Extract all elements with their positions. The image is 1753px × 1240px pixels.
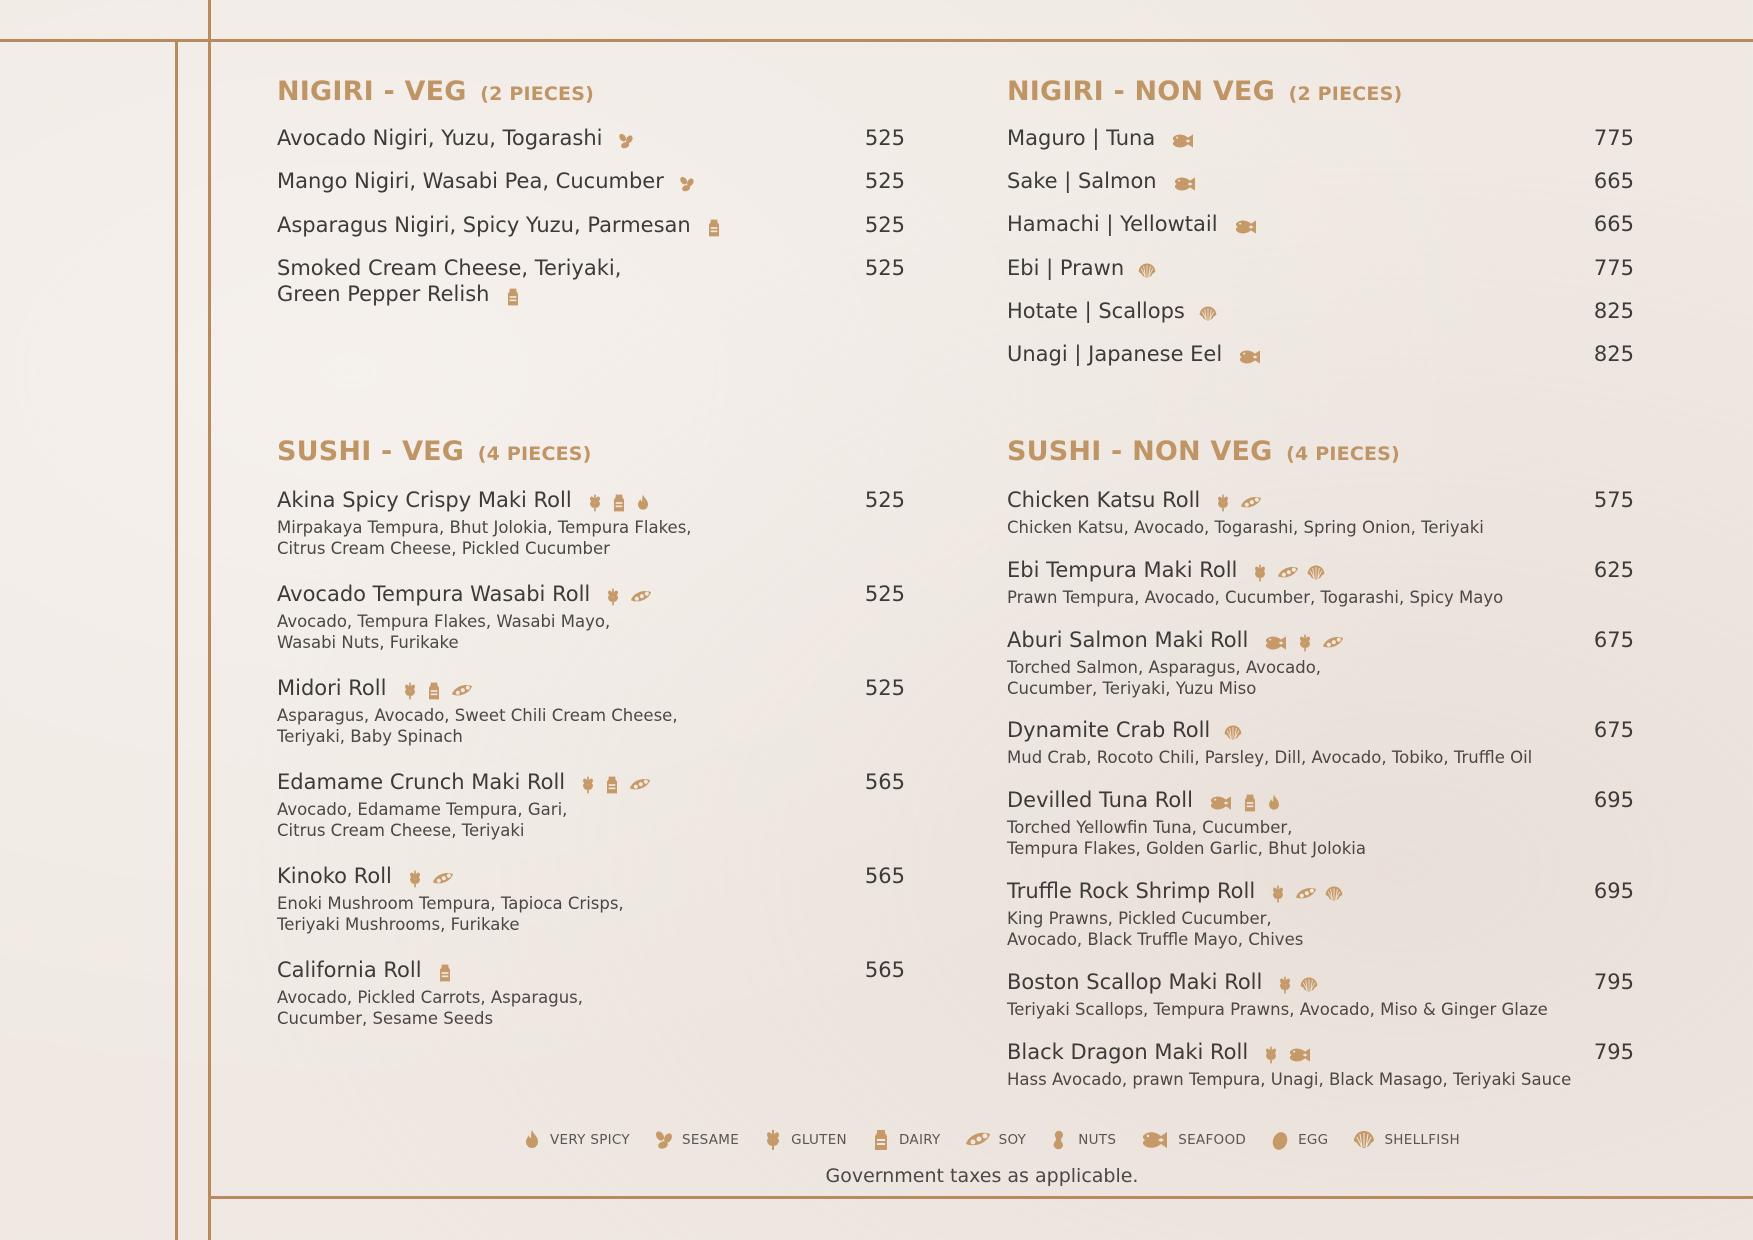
allergen-icons — [1268, 884, 1344, 904]
item-price: 675 — [1593, 628, 1634, 652]
item-name: Unagi | Japanese Eel — [1007, 342, 1223, 366]
gluten-icon — [761, 1128, 785, 1152]
dairy-icon — [435, 963, 455, 983]
dairy-icon — [602, 775, 622, 795]
item-name: Black Dragon Maki Roll — [1007, 1040, 1249, 1064]
seafood-icon — [1261, 633, 1291, 653]
seafood-icon — [1138, 1128, 1172, 1152]
sesame-icon — [652, 1128, 676, 1152]
item-name: Boston Scallop Maki Roll — [1007, 970, 1263, 994]
shellfish-icon — [1306, 563, 1326, 583]
dairy-icon — [869, 1128, 893, 1152]
item-description: Teriyaki Scallops, Tempura Prawns, Avocado, Miso & Ginger Glaze — [1007, 999, 1548, 1019]
item-price: 795 — [1593, 970, 1634, 994]
dairy-icon — [1240, 793, 1260, 813]
legend-item — [1048, 1128, 1116, 1152]
sushi-veg-title — [277, 436, 592, 467]
item-description: Citrus Cream Cheese, Pickled Cucumber — [277, 538, 610, 558]
item-description: Chicken Katsu, Avocado, Togarashi, Spring Onion, Teriyaki — [1007, 517, 1484, 537]
item-description: Teriyaki, Baby Spinach — [277, 726, 463, 746]
very-spicy-icon — [1264, 793, 1284, 813]
menu-item — [1007, 558, 1503, 608]
item-price: 775 — [1593, 256, 1634, 280]
soy-icon — [1319, 633, 1347, 653]
item-name-line1: Smoked Cream Cheese, Teriyaki, — [277, 256, 622, 280]
item-description: Cucumber, Teriyaki, Yuzu Miso — [1007, 678, 1257, 698]
item-description: Tempura Flakes, Golden Garlic, Bhut Jolokia — [1007, 838, 1367, 858]
section-pieces: (2 PIECES) — [480, 83, 595, 105]
section-title-text: SUSHI - VEG — [277, 436, 465, 467]
item-price: 825 — [1593, 342, 1634, 366]
allergen-icons — [1213, 493, 1265, 513]
item-name: Chicken Katsu Roll — [1007, 488, 1201, 512]
item-price: 795 — [1593, 1040, 1634, 1064]
legend-label: NUTS — [1078, 1132, 1117, 1148]
item-price: 575 — [1593, 488, 1634, 512]
legend-label: SEAFOOD — [1178, 1132, 1247, 1148]
item-price: 525 — [864, 582, 905, 606]
item-description: Wasabi Nuts, Furikake — [277, 632, 459, 652]
legend-label: SHELLFISH — [1384, 1132, 1460, 1148]
gluten-icon — [1261, 1045, 1281, 1065]
item-price: 525 — [864, 169, 905, 193]
item-name: Hamachi | Yellowtail — [1007, 212, 1218, 236]
item-price: 695 — [1593, 879, 1634, 903]
allergen-icons — [1223, 723, 1243, 743]
item-name: Maguro | Tuna — [1007, 126, 1156, 150]
item-name: Asparagus Nigiri, Spicy Yuzu, Parmesan — [277, 213, 691, 237]
section-title-text: SUSHI - NON VEG — [1007, 436, 1273, 467]
shellfish-icon — [1223, 723, 1243, 743]
menu-item — [1007, 879, 1344, 950]
item-name: Avocado Nigiri, Yuzu, Togarashi — [277, 126, 603, 150]
item-description: Citrus Cream Cheese, Teriyaki — [277, 820, 525, 840]
item-description: Avocado, Edamame Tempura, Gari, — [277, 799, 568, 819]
item-price: 525 — [864, 126, 905, 150]
egg-icon — [1268, 1128, 1292, 1152]
allergen-icons — [435, 963, 455, 983]
menu-item — [277, 676, 678, 747]
menu-item — [1007, 788, 1366, 859]
dairy-icon — [424, 681, 444, 701]
item-name: Kinoko Roll — [277, 864, 392, 888]
item-description: Avocado, Tempura Flakes, Wasabi Mayo, — [277, 611, 611, 631]
item-price: 565 — [864, 864, 905, 888]
item-description: Mirpakaya Tempura, Bhut Jolokia, Tempura Flakes, — [277, 517, 692, 537]
menu-item — [1007, 718, 1532, 768]
gluten-icon — [1250, 563, 1270, 583]
item-description: Torched Salmon, Asparagus, Avocado, — [1007, 657, 1322, 677]
soy-icon — [963, 1128, 993, 1152]
item-price: 665 — [1593, 212, 1634, 236]
item-name: Aburi Salmon Maki Roll — [1007, 628, 1249, 652]
allergen-legend — [520, 1128, 1460, 1152]
soy-icon — [626, 775, 654, 795]
frame-bottom-line — [208, 1196, 1753, 1199]
legend-label: SOY — [998, 1132, 1027, 1148]
menu-item — [277, 864, 624, 935]
item-name: Mango Nigiri, Wasabi Pea, Cucumber — [277, 169, 664, 193]
allergen-icons — [1206, 793, 1284, 813]
gluten-icon — [585, 493, 605, 513]
allergen-icons — [1261, 1045, 1315, 1065]
item-name: Akina Spicy Crispy Maki Roll — [277, 488, 572, 512]
item-description: Enoki Mushroom Tempura, Tapioca Crisps, — [277, 893, 624, 913]
seafood-icon — [1285, 1045, 1315, 1065]
sushi-nonveg-section — [1007, 0, 1634, 1100]
item-description: Teriyaki Mushrooms, Furikake — [277, 914, 520, 934]
legend-item — [520, 1128, 630, 1152]
gluten-icon — [1213, 493, 1233, 513]
menu-item — [1007, 488, 1484, 538]
soy-icon — [627, 587, 655, 607]
allergen-icons — [603, 587, 655, 607]
legend-item — [963, 1128, 1027, 1152]
allergen-icons — [578, 775, 654, 795]
gluten-icon — [1295, 633, 1315, 653]
gluten-icon — [603, 587, 623, 607]
allergen-icons — [1261, 633, 1347, 653]
item-name: Sake | Salmon — [1007, 169, 1157, 193]
legend-item — [1350, 1128, 1459, 1152]
seafood-icon — [1206, 793, 1236, 813]
item-description: Torched Yellowfin Tuna, Cucumber, — [1007, 817, 1293, 837]
item-description: Asparagus, Avocado, Sweet Chili Cream Cheese, — [277, 705, 678, 725]
menu-item — [277, 958, 583, 1029]
item-price: 665 — [1593, 169, 1634, 193]
dairy-icon — [609, 493, 629, 513]
very-spicy-icon — [633, 493, 653, 513]
item-price: 525 — [864, 488, 905, 512]
item-description: Hass Avocado, prawn Tempura, Unagi, Black Masago, Teriyaki Sauce — [1007, 1069, 1572, 1089]
item-price: 565 — [864, 770, 905, 794]
legend-item — [761, 1128, 847, 1152]
soy-icon — [1237, 493, 1265, 513]
item-price: 625 — [1593, 558, 1634, 582]
item-name: Midori Roll — [277, 676, 387, 700]
item-name: Edamame Crunch Maki Roll — [277, 770, 566, 794]
very-spicy-icon — [520, 1128, 544, 1152]
allergen-icons — [585, 493, 653, 513]
frame-left-line-outer — [175, 42, 178, 1240]
item-description: Avocado, Pickled Carrots, Asparagus, — [277, 987, 584, 1007]
menu-item — [277, 488, 692, 559]
legend-label: VERY SPICY — [550, 1132, 630, 1148]
menu-item — [277, 582, 655, 653]
shellfish-icon — [1324, 884, 1344, 904]
item-name-line2: Green Pepper Relish — [277, 282, 490, 306]
sushi-nonveg-title — [1007, 436, 1400, 467]
item-price: 675 — [1593, 718, 1634, 742]
legend-label: EGG — [1298, 1132, 1329, 1148]
section-pieces: (4 PIECES) — [477, 443, 592, 465]
menu-item — [1007, 970, 1548, 1020]
frame-left-line-inner — [208, 0, 211, 1240]
legend-item — [1138, 1128, 1246, 1152]
item-description: Cucumber, Sesame Seeds — [277, 1008, 494, 1028]
legend-label: GLUTEN — [791, 1132, 847, 1148]
item-price: 565 — [864, 958, 905, 982]
item-name: Truffle Rock Shrimp Roll — [1007, 879, 1256, 903]
item-price: 825 — [1593, 299, 1634, 323]
section-pieces: (4 PIECES) — [1286, 443, 1400, 465]
section-title-text: NIGIRI - NON VEG — [1007, 76, 1275, 107]
menu-item — [277, 770, 654, 841]
item-price: 525 — [864, 256, 905, 280]
gluten-icon — [1268, 884, 1288, 904]
soy-icon — [1292, 884, 1320, 904]
item-name: Ebi Tempura Maki Roll — [1007, 558, 1238, 582]
item-name: Ebi | Prawn — [1007, 256, 1125, 280]
soy-icon — [448, 681, 476, 701]
item-price: 695 — [1593, 788, 1634, 812]
item-price: 525 — [864, 676, 905, 700]
legend-label: SESAME — [681, 1132, 740, 1148]
gluten-icon — [578, 775, 598, 795]
item-name: Avocado Tempura Wasabi Roll — [277, 582, 591, 606]
item-name: California Roll — [277, 958, 422, 982]
item-description: Mud Crab, Rocoto Chili, Parsley, Dill, Avocado, Tobiko, Truffle Oil — [1007, 747, 1533, 767]
shellfish-icon — [1299, 975, 1319, 995]
gluten-icon — [400, 681, 420, 701]
item-description: Prawn Tempura, Avocado, Cucumber, Togarashi, Spicy Mayo — [1007, 587, 1504, 607]
gluten-icon — [405, 869, 425, 889]
gluten-icon — [1275, 975, 1295, 995]
item-name: Dynamite Crab Roll — [1007, 718, 1211, 742]
taxes-note: Government taxes as applicable. — [825, 1165, 1139, 1187]
menu-item — [1007, 1040, 1571, 1090]
sushi-veg-section — [277, 0, 905, 1040]
soy-icon — [1274, 563, 1302, 583]
allergen-icons — [1250, 563, 1326, 583]
soy-icon — [429, 869, 457, 889]
legend-item — [652, 1128, 739, 1152]
item-description: Avocado, Black Truffle Mayo, Chives — [1007, 929, 1304, 949]
allergen-icons — [405, 869, 457, 889]
item-name: Hotate | Scallops — [1007, 299, 1185, 323]
shellfish-icon — [1350, 1128, 1378, 1152]
nuts-icon — [1048, 1128, 1072, 1152]
section-title-text: NIGIRI - VEG — [277, 76, 467, 107]
legend-item — [869, 1128, 941, 1152]
legend-label: DAIRY — [898, 1132, 941, 1148]
item-price: 775 — [1593, 126, 1634, 150]
section-pieces: (2 PIECES) — [1288, 83, 1403, 105]
item-description: King Prawns, Pickled Cucumber, — [1007, 908, 1272, 928]
allergen-icons — [400, 681, 476, 701]
item-price: 525 — [864, 213, 905, 237]
item-name: Devilled Tuna Roll — [1007, 788, 1193, 812]
allergen-icons — [1275, 975, 1319, 995]
legend-item — [1268, 1128, 1328, 1152]
menu-item — [1007, 628, 1347, 699]
